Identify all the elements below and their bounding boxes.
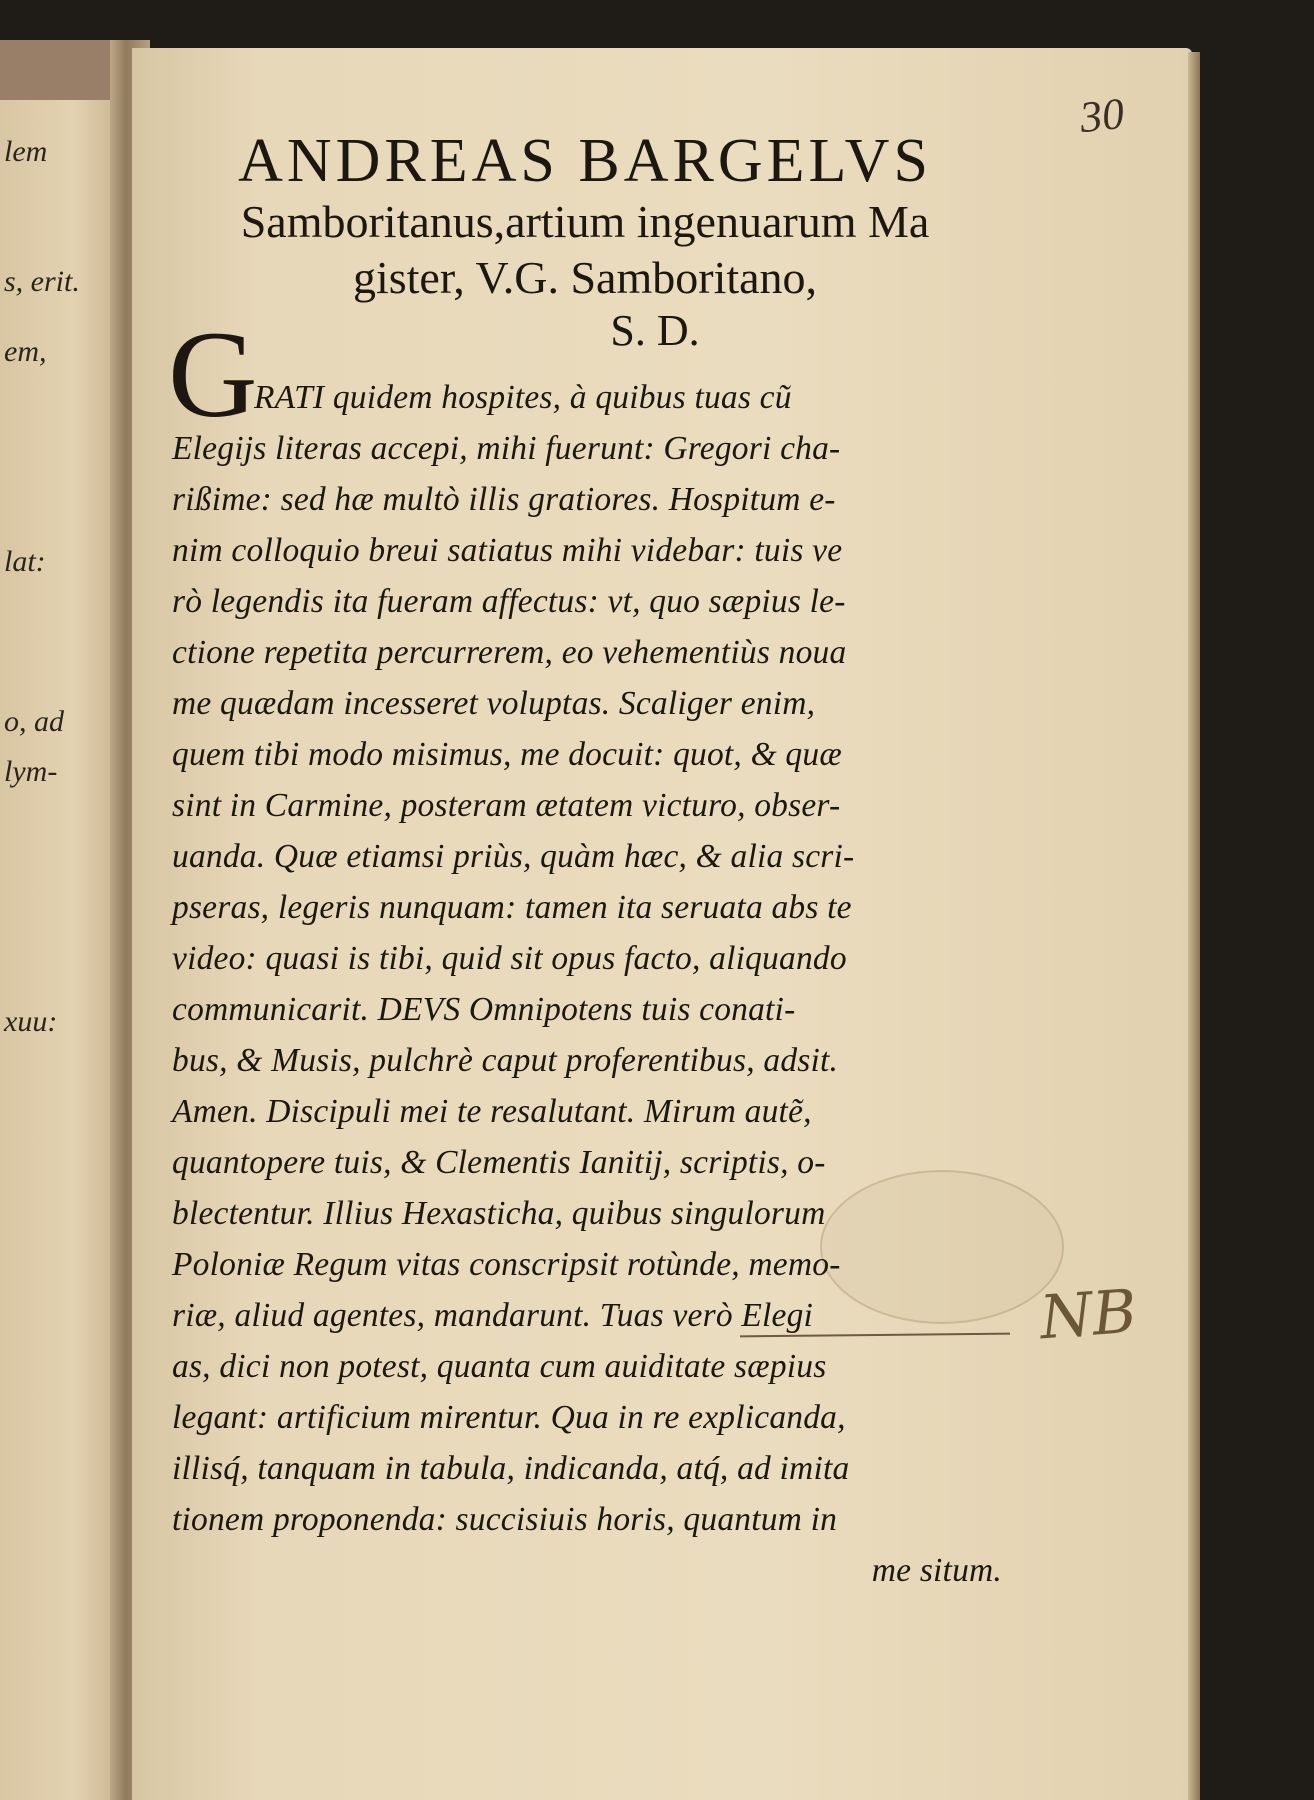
text-line: quem tibi modo misimus, me docuit: quot, & quæ xyxy=(172,736,842,773)
heading-line-1: Samboritanus,artium ingenuarum Ma xyxy=(240,196,930,247)
author-name: ANDREAS BARGELVS xyxy=(238,127,932,195)
text-line: tionem proponenda: succisiuis horis, quantum in xyxy=(172,1501,838,1538)
text-line: blectentur. Illius Hexasticha, quibus singulorum xyxy=(172,1195,826,1232)
drop-initial: G xyxy=(168,306,258,443)
book-cover-corner xyxy=(0,40,122,100)
text-line: rò legendis ita fueram affectus: vt, quo sæpius le- xyxy=(172,583,846,620)
left-fragment: lym- xyxy=(4,755,58,788)
text-line: RATI quidem hospites, à quibus tuas cũ xyxy=(254,379,792,416)
text-line: uanda. Quæ etiamsi priùs, quàm hæc, & alia scri- xyxy=(172,838,855,875)
left-fragment: o, ad xyxy=(4,705,64,738)
folio-number: 30 xyxy=(1077,88,1127,143)
left-facing-page xyxy=(0,40,122,1800)
margin-note-nb: NB xyxy=(1037,1276,1139,1354)
text-line: legant: artificium mirentur. Qua in re explicanda, xyxy=(172,1399,846,1436)
text-line: Amen. Discipuli mei te resalutant. Mirum autẽ, xyxy=(172,1093,812,1130)
text-line: as, dici non potest, quanta cum auiditate sæpius xyxy=(172,1348,827,1385)
text-line: bus, & Musis, pulchrè caput proferentibus, adsit. xyxy=(172,1042,839,1079)
left-fragment: s, erit. xyxy=(4,265,80,298)
text-line: Elegijs literas accepi, mihi fuerunt: Gregori cha- xyxy=(172,430,841,467)
text-line: quantopere tuis, & Clementis Ianitij, scriptis, o- xyxy=(172,1144,826,1181)
text-line: rißime: sed hæ multò illis gratiores. Hospitum e- xyxy=(172,481,836,518)
left-fragment: lat: xyxy=(4,545,46,578)
text-line: ctione repetita percurrerem, eo vehementiùs noua xyxy=(172,634,847,671)
text-line: communicarit. DEVS Omnipotens tuis conati- xyxy=(172,991,796,1028)
page-edge xyxy=(1188,52,1200,1800)
text-line: illisq́, tanquam in tabula, indicanda, atq́, ad imita xyxy=(172,1450,850,1487)
left-fragment: em, xyxy=(4,335,47,368)
text-line: riæ, aliud agentes, mandarunt. Tuas verò Elegi xyxy=(172,1297,814,1334)
text-line: me quædam incesseret voluptas. Scaliger enim, xyxy=(172,685,816,722)
letter-body xyxy=(172,372,1002,1596)
heading-line-2: gister, V.G. Samboritano, xyxy=(352,252,818,303)
text-line: pseras, legeris nunquam: tamen ita seruata abs te xyxy=(172,889,852,926)
text-line: nim colloquio breui satiatus mihi videbar: tuis ve xyxy=(172,532,843,569)
text-line: video: quasi is tibi, quid sit opus facto, aliquando xyxy=(172,940,847,977)
catchword: me situm. xyxy=(871,1552,1002,1589)
text-line: Poloniæ Regum vitas conscripsit rotùnde, memo- xyxy=(172,1246,841,1283)
salutation: S. D. xyxy=(610,306,700,355)
text-line: sint in Carmine, posteram ætatem victuro, obser- xyxy=(172,787,841,824)
left-fragment: lem xyxy=(4,135,48,168)
letter-heading xyxy=(170,128,1000,356)
left-fragment: xuu: xyxy=(4,1005,58,1038)
